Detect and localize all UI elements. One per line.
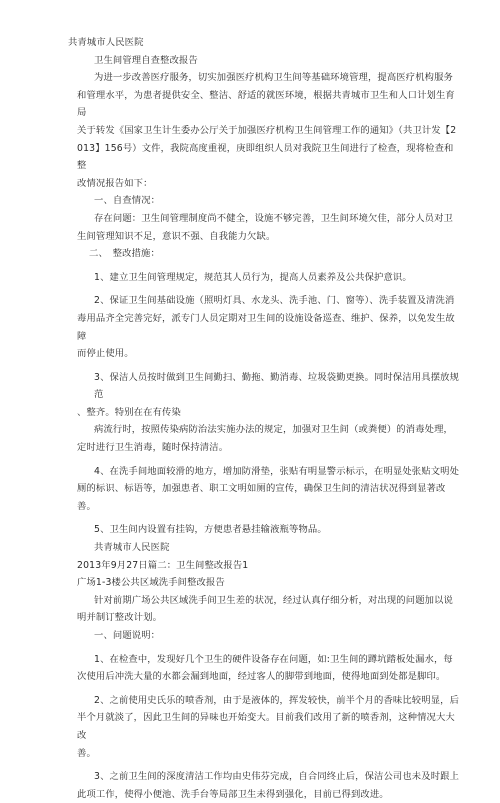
intro-line: 关于转发《国家卫生计生委办公厅关于加强医疗机构卫生间管理工作的通知》（共卫计发【2 — [77, 124, 457, 136]
intro-line: 为进一步改善医疗服务，切实加强医疗机构卫生间等基础环境管理，提高医疗机构服务 — [94, 72, 453, 84]
measure-line: 厕的标识、标语等，加强患者、职工文明如厕的宣传，确保卫生间的清洁状况得到显著改善。 — [77, 483, 446, 512]
report2-intro-line: 明并制订整改计划。 — [77, 612, 163, 624]
measure-item: 5、卫生间内设置有挂钩，方便患者悬挂输液瓶等物品。 — [94, 524, 327, 536]
report-title: 卫生间管理自查整改报告 — [94, 54, 198, 66]
signature-hospital: 共青城市人民医院 — [94, 542, 170, 554]
issue-line: 次使用后冲洗大量的水都会漏到地面，经过客人的脚带到地面，使得地面到处都是脚印。 — [77, 671, 446, 683]
issue-line: 善。 — [77, 747, 96, 759]
measure-item: 1、建立卫生间管理规定，规范其人员行为，提高人员素养及公共保护意识。 — [94, 271, 412, 283]
problem-line: 生间管理知识不足，意识不强、自我能力欠缺。 — [77, 230, 276, 242]
measure-line: 、整齐。特别在在有传染 — [77, 406, 181, 418]
measure-line: 定时进行卫生消毒，随时保持清洁。 — [77, 442, 229, 454]
measure-line: 毒用品齐全完善完好，派专门人员定期对卫生间的设施设备巡查、维护、保养，以免发生故障 — [77, 312, 455, 342]
date-line: 2013年9月27日篇二：卫生间整改报告1 — [77, 559, 249, 571]
measure-line: 3、保洁人员按时做到卫生间勤扫、勤拖、勤消毒、垃圾袋勤更换。同时保洁用具摆放规范 — [94, 371, 460, 401]
measure-line: 病流行时，按照传染病防治法实施办法的规定，加强对卫生间（或粪便）的消毒处理， — [94, 424, 453, 436]
hospital-name: 共青城市人民医院 — [68, 37, 144, 48]
issue-line: 半个月就淡了，因此卫生间的异味也开始变大。目前我们改用了新的喷香剂，这种情况大大改 — [77, 712, 455, 741]
issue-line: 2、之前使用史氏乐的喷香剂，由于是液体的，挥发较快，前半个月的香味比较明显，后 — [94, 694, 460, 706]
section-heading: 一、自查情况： — [94, 195, 161, 207]
intro-line: 改情况报告如下： — [77, 177, 153, 189]
report2-title: 广场1-3楼公共区域洗手间整改报告 — [77, 577, 225, 589]
section-heading: 二、 整改措施： — [89, 248, 160, 260]
measure-line: 而停止使用。 — [77, 348, 134, 360]
measure-line: 4、在洗手间地面较滑的地方，增加防滑垫，张贴有明显警示标示，在明显处张贴文明处 — [94, 465, 460, 477]
section-heading: 一、问题说明： — [94, 630, 161, 641]
report2-intro-line: 针对前期广场公共区域洗手间卫生差的状况，经过认真仔细分析，对出现的问题加以说 — [94, 594, 453, 606]
issue-line: 3、之前卫生间的深度清洁工作均由史伟芬完成，自合同终止后，保洁公司也未及时跟上 — [94, 771, 460, 783]
issue-line: 此项工作，使得小便池、洗手台等局部卫生未得到强化，目前已得到改进。 — [77, 788, 389, 800]
issue-line: 1、在检查中，发现好几个卫生的硬件设备存在问题，如:卫生间的蹲坑踏板处漏水，每 — [94, 653, 453, 665]
measure-line: 2、保证卫生间基础设施（照明灯具、水龙头、洗手池、门、窗等）、洗手装置及清洗消 — [94, 295, 455, 307]
intro-line: 和管理水平，为患者提供安全、整洁、舒适的就医环境，根据共青城市卫生和人口计划生育局 — [77, 89, 455, 119]
intro-line: 013】156号）文件，我院高度重视，庚即组织人员对我院卫生间进行了检查，现将检查和整 — [77, 142, 454, 172]
problem-line: 存在问题：卫生间管理制度尚不健全，设施不够完善，卫生间环境欠佳，部分人员对卫 — [94, 212, 453, 224]
